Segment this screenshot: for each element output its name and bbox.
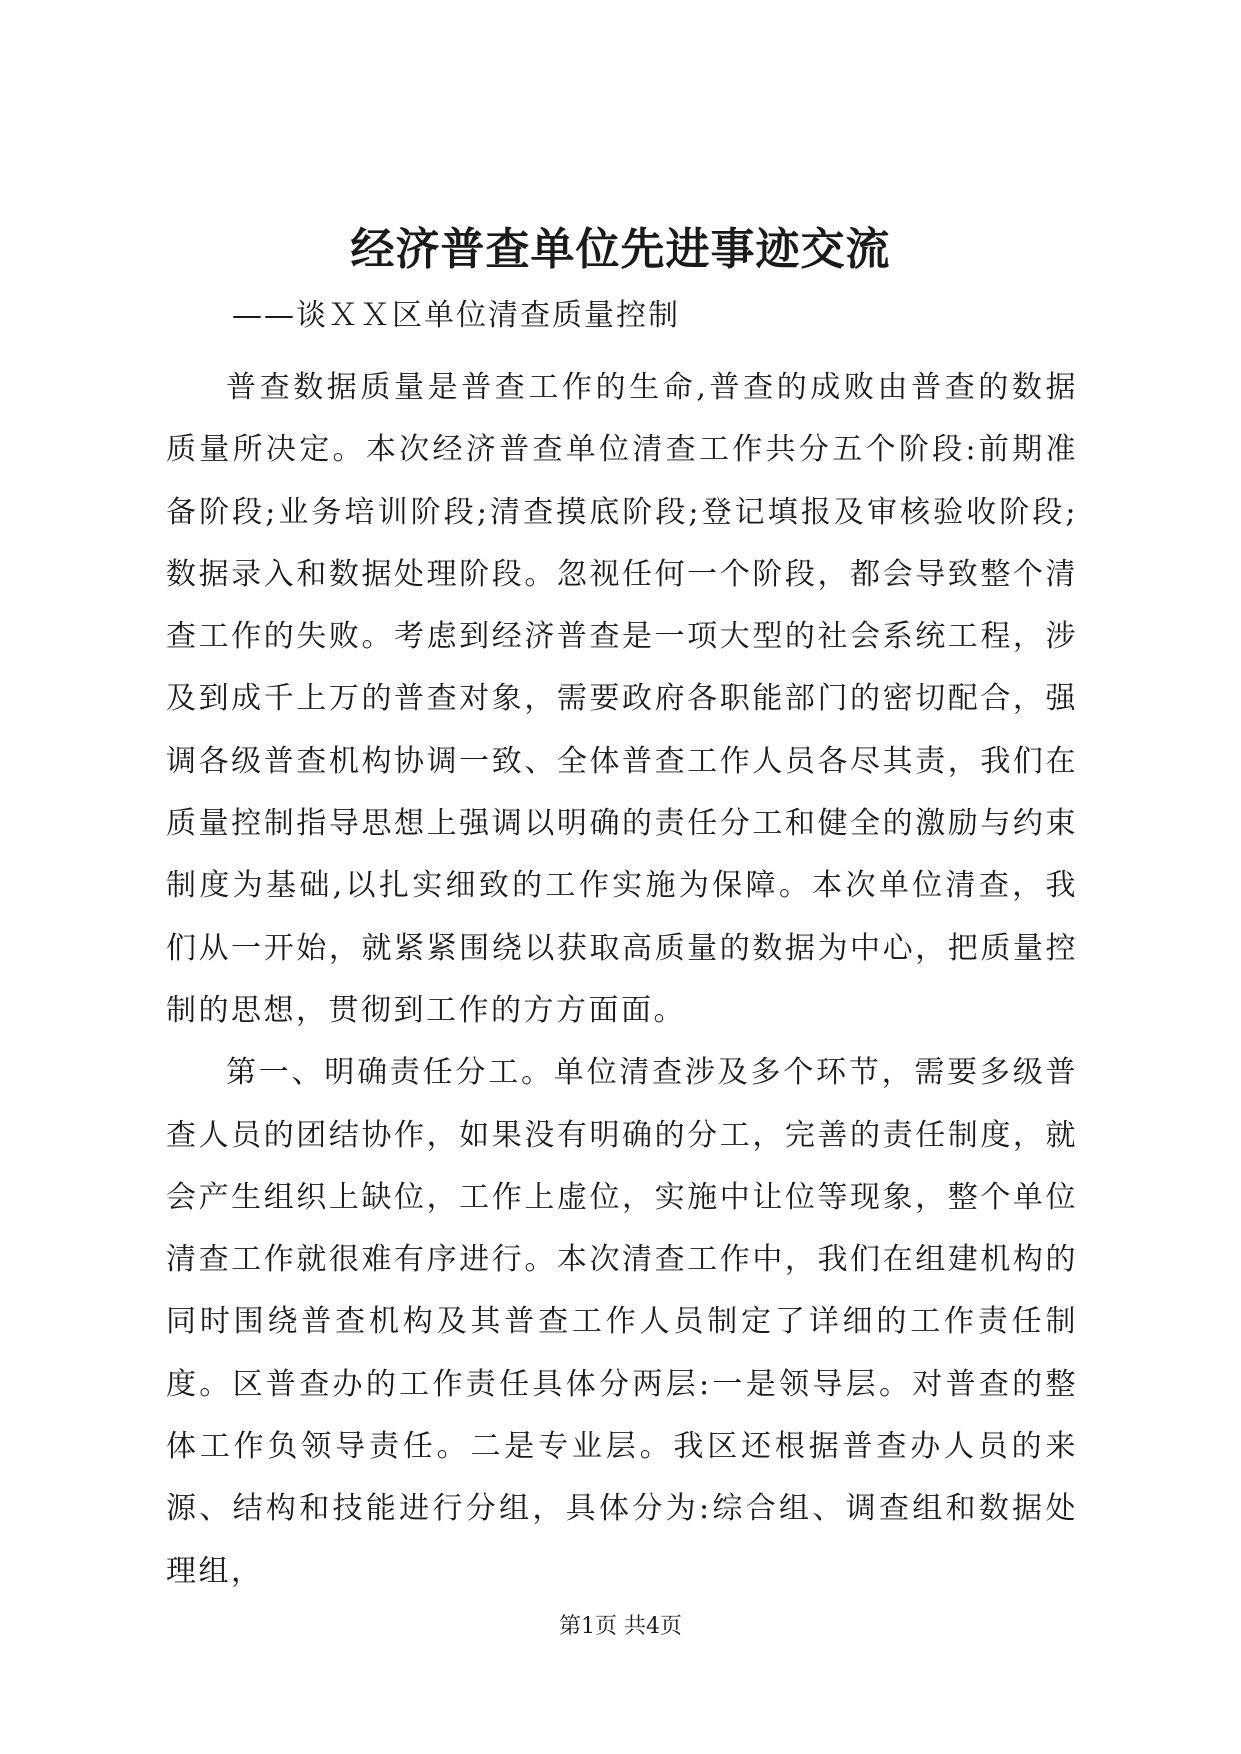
paragraph-responsibility: 第一、明确责任分工。单位清查涉及多个环节，需要多级普查人员的团结协作，如果没有明确的分工，完善的责任制度，就会产生组织上缺位，工作上虚位，实施中让位等现象，整个单位清查工作就很难有序进行。本次清查工作中，我们在组建机构的同时围绕普查机构及其普查工作人员制定了详细的工作责任制度。区普查办的工作责任具体分两层:一是领导层。对普查的整体工作负领导责任。二是专业层。我区还根据普查办人员的来源、结构和技能进行分组，具体分为:综合组、调查组和数据处理组，: [166, 1055, 1078, 1589]
paragraph-intro: 普查数据质量是普查工作的生命,普查的成败由普查的数据质量所决定。本次经济普查单位清查工作共分五个阶段:前期准备阶段;业务培训阶段;清查摸底阶段;登记填报及审核验收阶段;数据录入和数据处理阶段。忽视任何一个阶段，都会导致整个清查工作的失败。考虑到经济普查是一项大型的社会系统工程，涉及到成千上万的普查对象，需要政府各职能部门的密切配合，强调各级普查机构协调一致、全体普查工作人员各尽其责，我们在质量控制指导思想上强调以明确的责任分工和健全的激励与约束制度为基础,以扎实细致的工作实施为保障。本次单位清查，我们从一开始，就紧紧围绕以获取高质量的数据为中心，把质量控制的思想，贯彻到工作的方方面面。: [166, 370, 1078, 1028]
document-title: 经济普查单位先进事迹交流: [350, 224, 891, 275]
document-subtitle: ——谈ＸＸ区单位清查质量控制: [232, 298, 680, 333]
document-body: [166, 357, 1078, 1603]
page-number-footer: 第1页 共4页: [559, 1614, 682, 1639]
